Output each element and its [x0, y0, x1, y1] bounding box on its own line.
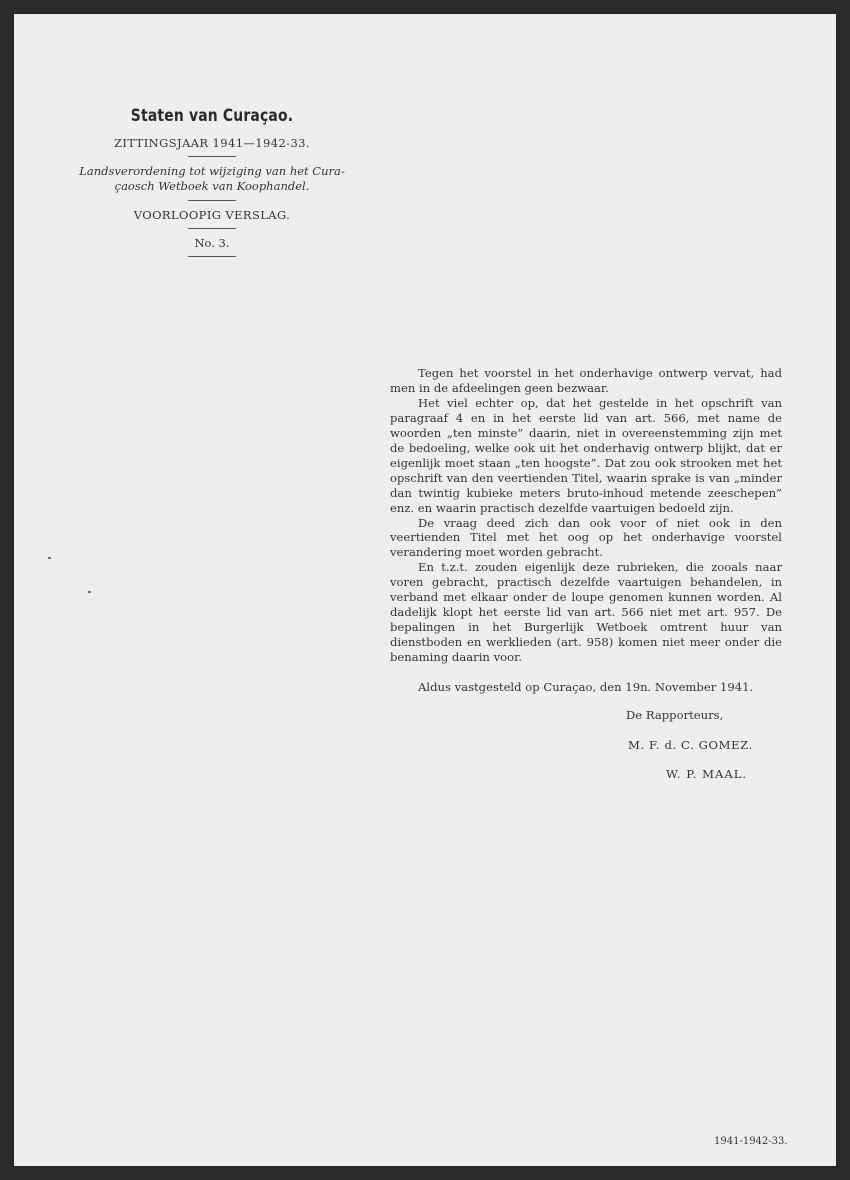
rapporteur-name-1: M. F. d. C. GOMEZ.: [628, 738, 753, 752]
footer-code: 1941-1942-33.: [714, 1136, 788, 1147]
header-divider: [188, 156, 236, 157]
document-page: [14, 14, 836, 1166]
body-paragraph: De vraag deed zich dan ook voor of niet ook in den veertienden Titel met het oog op het onderhavige voorstel verandering moet worden gebracht.: [390, 515, 782, 560]
header-divider: [188, 200, 236, 201]
rapporteurs-label: De Rapporteurs,: [626, 708, 724, 722]
session-year: ZITTINGSJAAR 1941—1942-33.: [114, 136, 310, 150]
rapporteur-name-2: W. P. MAAL.: [666, 767, 748, 781]
subject-line-1: Landsverordening tot wijziging van het Cura-: [79, 164, 345, 178]
header-divider: [188, 228, 236, 229]
paper-speck: [88, 591, 91, 593]
report-body: [390, 366, 782, 665]
body-paragraph: Tegen het voorstel in het onderhavige ontwerp vervat, had men in de afdeelingen geen bezwaar.: [390, 366, 782, 395]
subject: [62, 164, 362, 194]
adoption-statement: Aldus vastgesteld op Curaçao, den 19n. November 1941.: [418, 680, 754, 694]
subject-line-2: çaosch Wetboek van Koophandel.: [114, 179, 310, 193]
body-paragraph: Het viel echter op, dat het gestelde in het opschrift van paragraaf 4 en in het eerste lid van art. 566, met name de woorden „ten minste” daarin, niet in overeenstemming zijn met de bedoeling, welke ook uit het onderhavig ontwerp blijkt, dat er eigenlijk moet staan „ten hoogste”. Dat zou ook strooken met het opschrift van den veertienden Titel, waarin sprake is van „minder dan twintig kubieke meters bruto-inhoud metende zeeschepen” enz. en waarin practisch dezelfde vaartuigen bedoeld zijn.: [390, 395, 782, 515]
document-title: Staten van Curaçao.: [130, 106, 294, 126]
report-number: No. 3.: [194, 236, 230, 250]
header-divider: [188, 256, 236, 257]
document-header: [62, 106, 362, 264]
body-paragraph: En t.z.t. zouden eigenlijk deze rubrieken, die zooals naar voren gebracht, practisch dezelfde vaartuigen behandelen, in verband met elkaar onder de loupe genomen kunnen worden. Al dadelijk klopt het eerste lid van art. 566 niet met art. 957. De bepalingen in het Burgerlijk Wetboek omtrent huur van dienstboden en werklieden (art. 958) komen niet meer onder die benaming daarin voor.: [390, 560, 782, 665]
report-type: VOORLOOPIG VERSLAG.: [133, 208, 291, 222]
paper-speck: [48, 557, 51, 559]
